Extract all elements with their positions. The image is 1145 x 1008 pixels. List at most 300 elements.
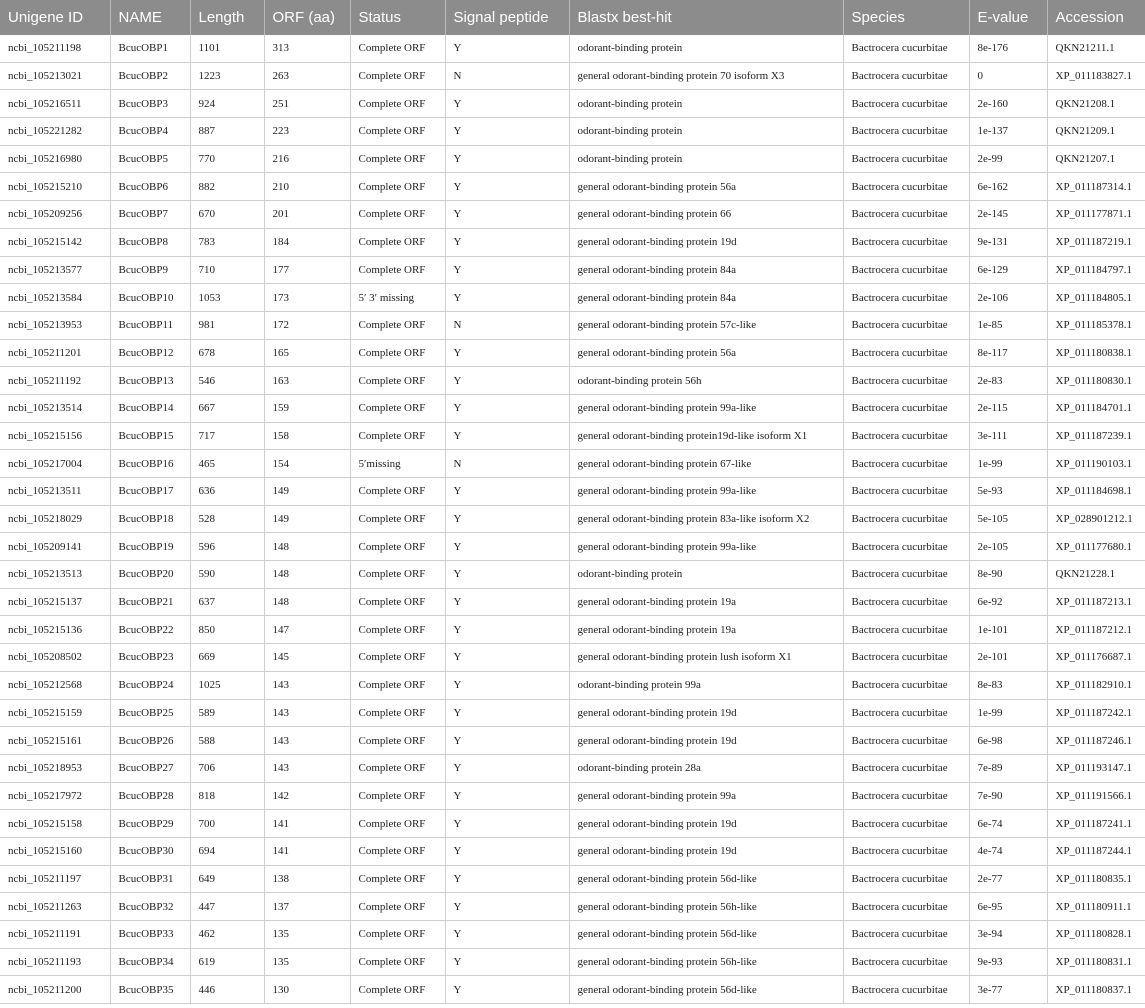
cell-accession: XP_011180911.1 xyxy=(1047,893,1145,921)
cell-unigene-id: ncbi_105215161 xyxy=(0,727,110,755)
cell-signal-peptide: Y xyxy=(445,394,569,422)
cell-orf-aa: 148 xyxy=(264,533,350,561)
cell-length: 446 xyxy=(190,976,264,1004)
cell-length: 818 xyxy=(190,782,264,810)
cell-blastx-best-hit: general odorant-binding protein 99a-like xyxy=(569,533,843,561)
cell-blastx-best-hit: general odorant-binding protein 19d xyxy=(569,727,843,755)
cell-e-value: 9e-93 xyxy=(969,948,1047,976)
cell-name: BcucOBP7 xyxy=(110,201,190,229)
cell-species: Bactrocera cucurbitae xyxy=(843,837,969,865)
cell-orf-aa: 158 xyxy=(264,422,350,450)
cell-blastx-best-hit: general odorant-binding protein 99a-like xyxy=(569,394,843,422)
cell-species: Bactrocera cucurbitae xyxy=(843,893,969,921)
cell-e-value: 6e-98 xyxy=(969,727,1047,755)
cell-signal-peptide: N xyxy=(445,62,569,90)
cell-length: 667 xyxy=(190,394,264,422)
cell-e-value: 2e-106 xyxy=(969,284,1047,312)
cell-length: 670 xyxy=(190,201,264,229)
table-row xyxy=(0,671,1145,699)
cell-length: 981 xyxy=(190,311,264,339)
cell-e-value: 7e-89 xyxy=(969,754,1047,782)
cell-orf-aa: 210 xyxy=(264,173,350,201)
table-row xyxy=(0,699,1145,727)
cell-species: Bactrocera cucurbitae xyxy=(843,754,969,782)
cell-species: Bactrocera cucurbitae xyxy=(843,505,969,533)
cell-orf-aa: 141 xyxy=(264,810,350,838)
cell-orf-aa: 148 xyxy=(264,561,350,589)
cell-status: Complete ORF xyxy=(350,837,445,865)
cell-unigene-id: ncbi_105215137 xyxy=(0,588,110,616)
cell-length: 619 xyxy=(190,948,264,976)
cell-unigene-id: ncbi_105209141 xyxy=(0,533,110,561)
cell-e-value: 8e-117 xyxy=(969,339,1047,367)
cell-name: BcucOBP8 xyxy=(110,228,190,256)
cell-unigene-id: ncbi_105213511 xyxy=(0,478,110,506)
cell-orf-aa: 216 xyxy=(264,145,350,173)
cell-length: 596 xyxy=(190,533,264,561)
cell-accession: QKN21209.1 xyxy=(1047,118,1145,146)
table-row xyxy=(0,145,1145,173)
cell-orf-aa: 143 xyxy=(264,671,350,699)
cell-unigene-id: ncbi_105211193 xyxy=(0,948,110,976)
column-header-blastx-best-hit: Blastx best-hit xyxy=(569,0,843,35)
cell-length: 589 xyxy=(190,699,264,727)
cell-blastx-best-hit: general odorant-binding protein 56a xyxy=(569,339,843,367)
cell-name: BcucOBP29 xyxy=(110,810,190,838)
column-header-name: NAME xyxy=(110,0,190,35)
cell-blastx-best-hit: general odorant-binding protein 19d xyxy=(569,228,843,256)
cell-e-value: 6e-129 xyxy=(969,256,1047,284)
cell-e-value: 2e-145 xyxy=(969,201,1047,229)
cell-orf-aa: 143 xyxy=(264,699,350,727)
cell-accession: XP_011191566.1 xyxy=(1047,782,1145,810)
cell-status: Complete ORF xyxy=(350,118,445,146)
cell-name: BcucOBP17 xyxy=(110,478,190,506)
cell-species: Bactrocera cucurbitae xyxy=(843,948,969,976)
cell-name: BcucOBP24 xyxy=(110,671,190,699)
cell-e-value: 8e-176 xyxy=(969,35,1047,62)
cell-signal-peptide: Y xyxy=(445,367,569,395)
cell-length: 462 xyxy=(190,921,264,949)
cell-name: BcucOBP32 xyxy=(110,893,190,921)
table-row xyxy=(0,921,1145,949)
table-row xyxy=(0,948,1145,976)
cell-signal-peptide: Y xyxy=(445,478,569,506)
cell-unigene-id: ncbi_105213953 xyxy=(0,311,110,339)
cell-species: Bactrocera cucurbitae xyxy=(843,35,969,62)
cell-accession: XP_011180830.1 xyxy=(1047,367,1145,395)
table-row xyxy=(0,478,1145,506)
cell-blastx-best-hit: general odorant-binding protein19d-like isoform X1 xyxy=(569,422,843,450)
cell-unigene-id: ncbi_105215160 xyxy=(0,837,110,865)
cell-length: 636 xyxy=(190,478,264,506)
cell-orf-aa: 149 xyxy=(264,478,350,506)
cell-accession: QKN21228.1 xyxy=(1047,561,1145,589)
cell-signal-peptide: Y xyxy=(445,948,569,976)
cell-length: 770 xyxy=(190,145,264,173)
cell-name: BcucOBP1 xyxy=(110,35,190,62)
cell-accession: XP_011180835.1 xyxy=(1047,865,1145,893)
table-row xyxy=(0,893,1145,921)
cell-length: 465 xyxy=(190,450,264,478)
cell-name: BcucOBP20 xyxy=(110,561,190,589)
cell-name: BcucOBP10 xyxy=(110,284,190,312)
cell-species: Bactrocera cucurbitae xyxy=(843,256,969,284)
cell-blastx-best-hit: odorant-binding protein 28a xyxy=(569,754,843,782)
cell-unigene-id: ncbi_105211192 xyxy=(0,367,110,395)
cell-accession: XP_011187242.1 xyxy=(1047,699,1145,727)
cell-accession: XP_011187239.1 xyxy=(1047,422,1145,450)
cell-blastx-best-hit: general odorant-binding protein 67-like xyxy=(569,450,843,478)
cell-length: 669 xyxy=(190,644,264,672)
cell-species: Bactrocera cucurbitae xyxy=(843,976,969,1004)
cell-name: BcucOBP35 xyxy=(110,976,190,1004)
cell-accession: XP_011185378.1 xyxy=(1047,311,1145,339)
cell-status: Complete ORF xyxy=(350,201,445,229)
cell-length: 717 xyxy=(190,422,264,450)
cell-length: 588 xyxy=(190,727,264,755)
cell-unigene-id: ncbi_105213577 xyxy=(0,256,110,284)
table-row xyxy=(0,284,1145,312)
cell-e-value: 1e-137 xyxy=(969,118,1047,146)
cell-blastx-best-hit: odorant-binding protein xyxy=(569,561,843,589)
cell-unigene-id: ncbi_105215156 xyxy=(0,422,110,450)
cell-status: Complete ORF xyxy=(350,422,445,450)
table-row xyxy=(0,810,1145,838)
cell-e-value: 1e-99 xyxy=(969,699,1047,727)
cell-length: 649 xyxy=(190,865,264,893)
cell-orf-aa: 223 xyxy=(264,118,350,146)
cell-e-value: 5e-93 xyxy=(969,478,1047,506)
cell-name: BcucOBP22 xyxy=(110,616,190,644)
cell-blastx-best-hit: general odorant-binding protein 70 isoform X3 xyxy=(569,62,843,90)
table-row xyxy=(0,35,1145,62)
cell-length: 546 xyxy=(190,367,264,395)
cell-accession: QKN21211.1 xyxy=(1047,35,1145,62)
cell-signal-peptide: Y xyxy=(445,644,569,672)
cell-e-value: 2e-83 xyxy=(969,367,1047,395)
cell-accession: XP_011187244.1 xyxy=(1047,837,1145,865)
cell-blastx-best-hit: odorant-binding protein xyxy=(569,118,843,146)
cell-e-value: 1e-85 xyxy=(969,311,1047,339)
cell-length: 1101 xyxy=(190,35,264,62)
cell-signal-peptide: Y xyxy=(445,422,569,450)
cell-orf-aa: 263 xyxy=(264,62,350,90)
cell-orf-aa: 159 xyxy=(264,394,350,422)
cell-signal-peptide: Y xyxy=(445,256,569,284)
cell-unigene-id: ncbi_105211191 xyxy=(0,921,110,949)
cell-signal-peptide: Y xyxy=(445,865,569,893)
table-row xyxy=(0,422,1145,450)
cell-status: Complete ORF xyxy=(350,561,445,589)
cell-species: Bactrocera cucurbitae xyxy=(843,62,969,90)
cell-unigene-id: ncbi_105213514 xyxy=(0,394,110,422)
cell-status: Complete ORF xyxy=(350,35,445,62)
cell-orf-aa: 163 xyxy=(264,367,350,395)
cell-e-value: 2e-101 xyxy=(969,644,1047,672)
cell-species: Bactrocera cucurbitae xyxy=(843,284,969,312)
cell-species: Bactrocera cucurbitae xyxy=(843,921,969,949)
cell-accession: XP_011184701.1 xyxy=(1047,394,1145,422)
cell-species: Bactrocera cucurbitae xyxy=(843,699,969,727)
table-row xyxy=(0,644,1145,672)
cell-blastx-best-hit: general odorant-binding protein 19d xyxy=(569,699,843,727)
table-row xyxy=(0,450,1145,478)
cell-accession: XP_011183827.1 xyxy=(1047,62,1145,90)
cell-orf-aa: 138 xyxy=(264,865,350,893)
cell-accession: XP_028901212.1 xyxy=(1047,505,1145,533)
cell-name: BcucOBP13 xyxy=(110,367,190,395)
cell-species: Bactrocera cucurbitae xyxy=(843,588,969,616)
cell-species: Bactrocera cucurbitae xyxy=(843,90,969,118)
cell-blastx-best-hit: odorant-binding protein xyxy=(569,90,843,118)
cell-e-value: 0 xyxy=(969,62,1047,90)
cell-blastx-best-hit: general odorant-binding protein 56d-like xyxy=(569,976,843,1004)
cell-signal-peptide: Y xyxy=(445,671,569,699)
table-row xyxy=(0,173,1145,201)
cell-e-value: 9e-131 xyxy=(969,228,1047,256)
cell-name: BcucOBP18 xyxy=(110,505,190,533)
table-row xyxy=(0,505,1145,533)
cell-signal-peptide: Y xyxy=(445,727,569,755)
cell-e-value: 2e-105 xyxy=(969,533,1047,561)
cell-signal-peptide: Y xyxy=(445,201,569,229)
cell-orf-aa: 135 xyxy=(264,921,350,949)
table-header xyxy=(0,0,1145,35)
cell-unigene-id: ncbi_105213513 xyxy=(0,561,110,589)
cell-status: Complete ORF xyxy=(350,256,445,284)
cell-name: BcucOBP23 xyxy=(110,644,190,672)
cell-blastx-best-hit: general odorant-binding protein 99a xyxy=(569,782,843,810)
cell-unigene-id: ncbi_105211200 xyxy=(0,976,110,1004)
cell-blastx-best-hit: general odorant-binding protein 83a-like isoform X2 xyxy=(569,505,843,533)
cell-orf-aa: 143 xyxy=(264,727,350,755)
cell-length: 1223 xyxy=(190,62,264,90)
cell-name: BcucOBP16 xyxy=(110,450,190,478)
cell-unigene-id: ncbi_105217004 xyxy=(0,450,110,478)
column-header-orf-aa: ORF (aa) xyxy=(264,0,350,35)
cell-e-value: 4e-74 xyxy=(969,837,1047,865)
cell-signal-peptide: Y xyxy=(445,837,569,865)
cell-accession: XP_011184797.1 xyxy=(1047,256,1145,284)
cell-unigene-id: ncbi_105211201 xyxy=(0,339,110,367)
cell-orf-aa: 145 xyxy=(264,644,350,672)
cell-unigene-id: ncbi_105211198 xyxy=(0,35,110,62)
cell-status: 5′missing xyxy=(350,450,445,478)
cell-signal-peptide: Y xyxy=(445,754,569,782)
cell-species: Bactrocera cucurbitae xyxy=(843,118,969,146)
cell-unigene-id: ncbi_105215142 xyxy=(0,228,110,256)
table-row xyxy=(0,837,1145,865)
cell-name: BcucOBP12 xyxy=(110,339,190,367)
cell-blastx-best-hit: general odorant-binding protein 99a-like xyxy=(569,478,843,506)
cell-name: BcucOBP5 xyxy=(110,145,190,173)
cell-signal-peptide: Y xyxy=(445,782,569,810)
cell-species: Bactrocera cucurbitae xyxy=(843,644,969,672)
cell-status: Complete ORF xyxy=(350,616,445,644)
cell-blastx-best-hit: general odorant-binding protein 56d-like xyxy=(569,921,843,949)
cell-status: 5′ 3′ missing xyxy=(350,284,445,312)
cell-name: BcucOBP4 xyxy=(110,118,190,146)
cell-blastx-best-hit: general odorant-binding protein 19a xyxy=(569,616,843,644)
table-row xyxy=(0,727,1145,755)
cell-signal-peptide: Y xyxy=(445,616,569,644)
cell-signal-peptide: Y xyxy=(445,810,569,838)
cell-signal-peptide: Y xyxy=(445,533,569,561)
cell-orf-aa: 313 xyxy=(264,35,350,62)
cell-status: Complete ORF xyxy=(350,588,445,616)
cell-accession: XP_011180828.1 xyxy=(1047,921,1145,949)
table-row xyxy=(0,394,1145,422)
cell-unigene-id: ncbi_105213021 xyxy=(0,62,110,90)
cell-name: BcucOBP33 xyxy=(110,921,190,949)
cell-orf-aa: 142 xyxy=(264,782,350,810)
cell-unigene-id: ncbi_105209256 xyxy=(0,201,110,229)
cell-e-value: 5e-105 xyxy=(969,505,1047,533)
cell-status: Complete ORF xyxy=(350,228,445,256)
cell-signal-peptide: Y xyxy=(445,588,569,616)
cell-unigene-id: ncbi_105216980 xyxy=(0,145,110,173)
cell-blastx-best-hit: general odorant-binding protein 56d-like xyxy=(569,865,843,893)
cell-length: 850 xyxy=(190,616,264,644)
cell-accession: XP_011190103.1 xyxy=(1047,450,1145,478)
cell-orf-aa: 135 xyxy=(264,948,350,976)
cell-unigene-id: ncbi_105212568 xyxy=(0,671,110,699)
cell-signal-peptide: N xyxy=(445,450,569,478)
cell-unigene-id: ncbi_105216511 xyxy=(0,90,110,118)
column-header-signal-peptide: Signal peptide xyxy=(445,0,569,35)
cell-name: BcucOBP3 xyxy=(110,90,190,118)
cell-blastx-best-hit: odorant-binding protein 99a xyxy=(569,671,843,699)
cell-unigene-id: ncbi_105215136 xyxy=(0,616,110,644)
cell-signal-peptide: Y xyxy=(445,339,569,367)
cell-unigene-id: ncbi_105221282 xyxy=(0,118,110,146)
cell-name: BcucOBP2 xyxy=(110,62,190,90)
cell-unigene-id: ncbi_105215158 xyxy=(0,810,110,838)
table-row xyxy=(0,228,1145,256)
cell-blastx-best-hit: general odorant-binding protein 19d xyxy=(569,810,843,838)
table-row xyxy=(0,90,1145,118)
cell-e-value: 6e-74 xyxy=(969,810,1047,838)
cell-e-value: 6e-92 xyxy=(969,588,1047,616)
cell-name: BcucOBP15 xyxy=(110,422,190,450)
cell-accession: XP_011182910.1 xyxy=(1047,671,1145,699)
cell-e-value: 3e-77 xyxy=(969,976,1047,1004)
cell-blastx-best-hit: general odorant-binding protein 56h-like xyxy=(569,948,843,976)
cell-status: Complete ORF xyxy=(350,893,445,921)
cell-e-value: 2e-115 xyxy=(969,394,1047,422)
column-header-unigene-id: Unigene ID xyxy=(0,0,110,35)
cell-length: 637 xyxy=(190,588,264,616)
cell-e-value: 7e-90 xyxy=(969,782,1047,810)
cell-accession: XP_011187212.1 xyxy=(1047,616,1145,644)
cell-status: Complete ORF xyxy=(350,367,445,395)
cell-accession: QKN21208.1 xyxy=(1047,90,1145,118)
cell-name: BcucOBP27 xyxy=(110,754,190,782)
cell-species: Bactrocera cucurbitae xyxy=(843,865,969,893)
cell-species: Bactrocera cucurbitae xyxy=(843,394,969,422)
cell-e-value: 1e-99 xyxy=(969,450,1047,478)
cell-e-value: 3e-94 xyxy=(969,921,1047,949)
cell-species: Bactrocera cucurbitae xyxy=(843,782,969,810)
cell-length: 887 xyxy=(190,118,264,146)
cell-accession: XP_011184698.1 xyxy=(1047,478,1145,506)
cell-unigene-id: ncbi_105217972 xyxy=(0,782,110,810)
cell-status: Complete ORF xyxy=(350,145,445,173)
cell-unigene-id: ncbi_105211263 xyxy=(0,893,110,921)
table-row xyxy=(0,339,1145,367)
cell-unigene-id: ncbi_105213584 xyxy=(0,284,110,312)
cell-e-value: 6e-95 xyxy=(969,893,1047,921)
cell-name: BcucOBP30 xyxy=(110,837,190,865)
cell-blastx-best-hit: general odorant-binding protein 84a xyxy=(569,284,843,312)
table-row xyxy=(0,865,1145,893)
cell-status: Complete ORF xyxy=(350,810,445,838)
cell-accession: XP_011187314.1 xyxy=(1047,173,1145,201)
cell-status: Complete ORF xyxy=(350,754,445,782)
cell-signal-peptide: N xyxy=(445,311,569,339)
cell-name: BcucOBP11 xyxy=(110,311,190,339)
cell-blastx-best-hit: general odorant-binding protein 56h-like xyxy=(569,893,843,921)
table-body xyxy=(0,35,1145,1004)
cell-length: 590 xyxy=(190,561,264,589)
table-row xyxy=(0,754,1145,782)
cell-blastx-best-hit: general odorant-binding protein 19a xyxy=(569,588,843,616)
cell-length: 1053 xyxy=(190,284,264,312)
cell-status: Complete ORF xyxy=(350,339,445,367)
cell-accession: QKN21207.1 xyxy=(1047,145,1145,173)
cell-name: BcucOBP14 xyxy=(110,394,190,422)
column-header-e-value: E-value xyxy=(969,0,1047,35)
cell-species: Bactrocera cucurbitae xyxy=(843,422,969,450)
table-row xyxy=(0,976,1145,1004)
cell-blastx-best-hit: odorant-binding protein 56h xyxy=(569,367,843,395)
cell-accession: XP_011176687.1 xyxy=(1047,644,1145,672)
table-row xyxy=(0,588,1145,616)
cell-species: Bactrocera cucurbitae xyxy=(843,311,969,339)
cell-status: Complete ORF xyxy=(350,727,445,755)
cell-unigene-id: ncbi_105208502 xyxy=(0,644,110,672)
cell-length: 882 xyxy=(190,173,264,201)
cell-status: Complete ORF xyxy=(350,394,445,422)
table-row xyxy=(0,782,1145,810)
cell-blastx-best-hit: odorant-binding protein xyxy=(569,35,843,62)
cell-status: Complete ORF xyxy=(350,921,445,949)
cell-unigene-id: ncbi_105215159 xyxy=(0,699,110,727)
cell-orf-aa: 148 xyxy=(264,588,350,616)
cell-status: Complete ORF xyxy=(350,948,445,976)
table-row xyxy=(0,311,1145,339)
cell-signal-peptide: Y xyxy=(445,976,569,1004)
header-row xyxy=(0,0,1145,35)
cell-e-value: 2e-99 xyxy=(969,145,1047,173)
cell-accession: XP_011187246.1 xyxy=(1047,727,1145,755)
cell-orf-aa: 154 xyxy=(264,450,350,478)
column-header-accession: Accession xyxy=(1047,0,1145,35)
cell-length: 694 xyxy=(190,837,264,865)
table-row xyxy=(0,367,1145,395)
cell-status: Complete ORF xyxy=(350,173,445,201)
cell-signal-peptide: Y xyxy=(445,35,569,62)
cell-e-value: 1e-101 xyxy=(969,616,1047,644)
cell-length: 783 xyxy=(190,228,264,256)
cell-accession: XP_011177871.1 xyxy=(1047,201,1145,229)
cell-blastx-best-hit: general odorant-binding protein 84a xyxy=(569,256,843,284)
column-header-species: Species xyxy=(843,0,969,35)
table-row xyxy=(0,201,1145,229)
cell-unigene-id: ncbi_105211197 xyxy=(0,865,110,893)
cell-status: Complete ORF xyxy=(350,782,445,810)
